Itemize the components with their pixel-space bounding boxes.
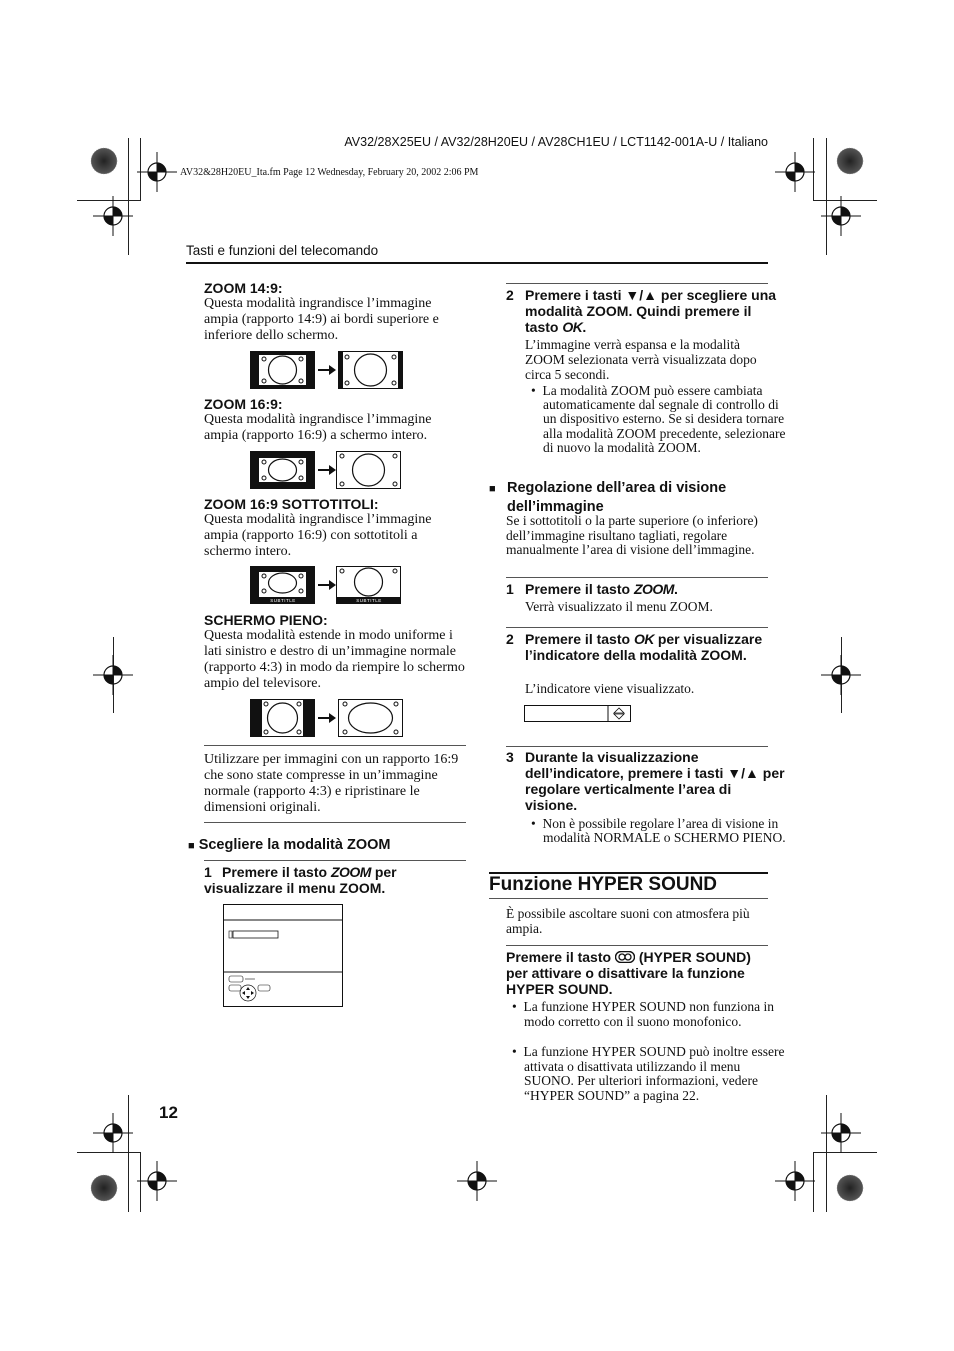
document-header: AV32/28X25EU / AV32/28H20EU / AV28CH1EU / LCT1142-001A-U / Italiano (344, 135, 768, 149)
hs-bullet-1 (506, 1000, 786, 1029)
a1-instruction (506, 581, 768, 597)
a2-text: L’indicatore viene visualizzato. (525, 681, 695, 696)
zoom-16-9-sub-text: Questa modalità ingrandisce l’immagine ampia (rapporto 16:9) con sottotitoli a schermo intero. (204, 512, 432, 559)
area-text: Se i sottotitoli o la parte superiore (o inferiore) dell’immagine risultano tagliati, regolare manualmente l’area di visione dell’immagine. (506, 513, 758, 557)
square-bullet: ■ (489, 483, 496, 495)
choose-zoom-heading-text: Scegliere la modalità ZOOM (198, 837, 391, 853)
fullscreen-text: Questa modalità estende in modo uniforme i lati sinistro e destro di un’immagine normale (rapporto 4:3) in modo da riempire lo schermo ampio del televisore. (204, 628, 465, 691)
a3-bullet-text: Non è possibile regolare l’area di visione in modalità NORMALE o SCHERMO PIENO. (542, 816, 786, 846)
a1-rule (506, 577, 768, 578)
a1-end: . (673, 581, 678, 597)
zoom-14-9-illustration (250, 351, 405, 391)
hs-step-instruction (506, 949, 768, 997)
a2-instruction (506, 631, 787, 663)
zoom-14-9-text: Questa modalità ingrandisce l’immagine ampia (rapporto 14:9) ai bordi superiore e inferiore dello schermo. (204, 296, 439, 343)
a3-number: 3 (506, 749, 514, 765)
a2-post: per visualizzare l’indicatore della modalità ZOOM. (525, 631, 763, 663)
ok-key-icon: OK (562, 319, 583, 335)
zoom-key-icon: ZOOM (330, 864, 371, 880)
zoom-menu-illustration (223, 904, 345, 1008)
step2-text: L’immagine verrà espansa e la modalità ZOOM selezionata verrà visualizzata dopo circa 5 secondi. (525, 337, 757, 382)
a3-pre: Durante la visualizzazione dell’indicatore, premere i tasti (525, 749, 724, 781)
fullscreen-block (204, 612, 466, 692)
zoom-14-9-title: ZOOM 14:9: (204, 280, 283, 296)
hyper-sound-title: Funzione HYPER SOUND (489, 874, 718, 895)
subtitle-label-left: SUBTITLE (270, 598, 296, 603)
choose-rule (204, 860, 466, 861)
zoom-indicator-illustration (524, 705, 632, 723)
a2-rule (506, 627, 768, 628)
step1-pre: Premere il tasto (222, 864, 328, 880)
subtitle-label-right: SUBTITLE (356, 598, 382, 603)
hs-bullet-1-text: La funzione HYPER SOUND non funziona in modo corretto con il suono monofonico. (523, 999, 774, 1029)
zoom-16-9-sub-block (204, 496, 466, 560)
step2-end: . (582, 319, 587, 335)
step2-number: 2 (506, 287, 514, 303)
a3-instruction (506, 749, 787, 813)
step1-post: per visualizzare il menu ZOOM. (204, 864, 397, 896)
area-heading-text: Regolazione dell’area di visione dell’immagine (507, 480, 727, 515)
zoom-16-9-block (204, 396, 466, 444)
choose-zoom-heading (188, 837, 468, 853)
fullscreen-illustration (250, 699, 405, 739)
note-rule-top (204, 745, 466, 746)
note-rule-bottom (204, 822, 466, 823)
step2-pre: Premere i tasti (525, 287, 622, 303)
hs-step-post: (HYPER SOUND) per attivare o disattivare la funzione HYPER SOUND. (506, 949, 751, 997)
zoom-16-9-text: Questa modalità ingrandisce l’immagine ampia (rapporto 16:9) a schermo intero. (204, 412, 432, 443)
hs-step-rule (506, 945, 768, 946)
step2-instruction (506, 287, 787, 335)
zoom-16-9-sub-title: ZOOM 16:9 SOTTOTITOLI: (204, 496, 379, 512)
hs-bullet-2-text: La funzione HYPER SOUND può inoltre essere attivata o disattivata utilizzando il menu SUONO. Per ulteriori informazioni, vedere “HYPER SOUND” a pagina 22. (523, 1044, 785, 1103)
zoom-14-9-block (204, 280, 466, 344)
ok-key-icon: OK (633, 631, 654, 647)
a1-number: 1 (506, 581, 514, 597)
area-heading (489, 479, 787, 516)
header-rule (186, 262, 768, 264)
step2-bullet-text: La modalità ZOOM può essere cambiata automaticamente dal segnale di controllo di un dispositivo esterno. Se si desidera tornare alla modalità ZOOM precedente, selezionare di nuovo la modalità ZOOM. (542, 383, 786, 455)
zoom-16-9-illustration (250, 451, 405, 491)
down-up-keys-icon: ▼/▲ (625, 287, 657, 303)
bullet-dot: • (512, 1044, 517, 1059)
fullscreen-title: SCHERMO PIENO: (204, 612, 328, 628)
section-title: Tasti e funzioni del telecomando (186, 243, 379, 258)
step1-number: 1 (204, 864, 212, 880)
hyper-sound-text: È possibile ascoltare suoni con atmosfera più ampia. (506, 906, 750, 936)
step2-bullet (525, 384, 786, 455)
zoom-key-icon: ZOOM (633, 581, 674, 597)
file-stamp: AV32&28H20EU_Ita.fm Page 12 Wednesday, February 20, 2002 2:06 PM (180, 167, 479, 178)
page-number: 12 (159, 1103, 178, 1122)
step2-post: per scegliere una modalità ZOOM. Quindi premere il tasto (525, 287, 777, 335)
hs-bullet-2 (506, 1045, 786, 1103)
hs-rule-bottom (489, 898, 768, 899)
a2-pre: Premere il tasto (525, 631, 631, 647)
down-up-keys-icon: ▼/▲ (727, 765, 759, 781)
a3-rule (506, 746, 768, 747)
note-text: Utilizzare per immagini con un rapporto 16:9 che sono state compresse in un’immagine normale (rapporto 4:3) e ripristinare le dimensioni originali. (204, 752, 459, 815)
a1-text: Verrà visualizzato il menu ZOOM. (525, 599, 713, 614)
bullet-dot: • (512, 999, 517, 1014)
a3-post: per regolare verticalmente l’area di visione. (525, 765, 785, 813)
hs-step-pre: Premere il tasto (506, 949, 612, 965)
step2-rule (506, 283, 768, 284)
zoom-16-9-title: ZOOM 16:9: (204, 396, 283, 412)
a3-bullet (525, 817, 786, 845)
square-bullet: ■ (188, 840, 195, 852)
bullet-dot: • (531, 383, 536, 398)
step1-instruction (204, 864, 466, 896)
bullet-dot: • (531, 816, 536, 831)
a1-pre: Premere il tasto (525, 581, 631, 597)
a2-number: 2 (506, 631, 514, 647)
hyper-sound-key-icon (615, 951, 635, 963)
